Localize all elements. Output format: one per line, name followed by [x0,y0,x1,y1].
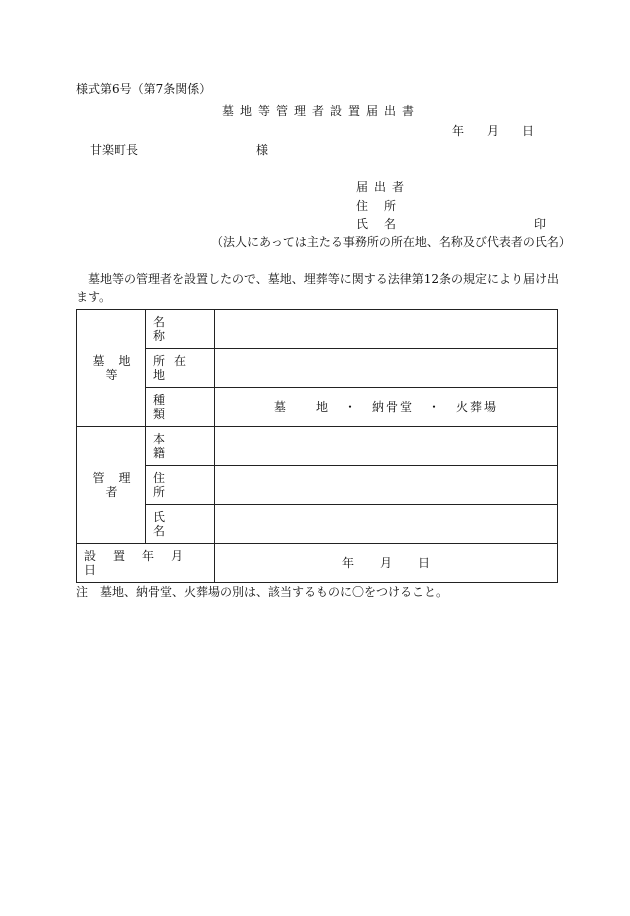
notifier-address-label: 住 所 [356,199,399,213]
type-options: 墓 地 ・ 納骨堂 ・ 火葬場 [273,400,498,414]
date-day: 日 [522,124,535,138]
form-number: 様式第6号（第7条関係） [76,82,212,96]
setup-date-day: 日 [418,556,431,570]
date-month: 月 [487,124,500,138]
setup-date-value-cell[interactable] [215,544,558,583]
type-value-cell[interactable] [215,388,558,427]
body-text: 墓地等の管理者を設置したので、墓地、埋葬等に関する法律第12条の規定により届け出ます。 [76,272,560,304]
setup-date-month: 月 [379,556,392,570]
cemetery-category-label: 墓地等 [92,354,145,382]
setup-date-label: 設置年月日 [84,549,201,577]
domicile-value-cell[interactable] [215,427,558,466]
name-value-cell[interactable] [215,310,558,349]
seal-mark: 印 [534,217,547,231]
domicile-label-cell [146,427,215,466]
manager-category-label: 管理者 [92,471,145,499]
notifier-label: 届出者 [356,180,411,194]
setup-date-label-cell [77,544,215,583]
manager-name-value-cell[interactable] [215,505,558,544]
date-year: 年 [452,124,465,138]
location-value-cell[interactable] [215,349,558,388]
domicile-label: 本籍 [153,432,198,460]
type-label-cell [146,388,215,427]
address-value-cell[interactable] [215,466,558,505]
corporate-note: （法人にあっては主たる事務所の所在地、名称及び代表者の氏名） [211,235,571,249]
setup-date-year: 年 [341,556,354,570]
location-label: 所在地 [153,354,196,382]
name-label-cell [146,310,215,349]
addressee-honorific: 様 [256,143,269,157]
manager-category [77,427,146,544]
manager-name-label-cell [146,505,215,544]
name-label: 名称 [153,315,198,343]
location-label-cell [146,349,215,388]
footnote: 注 墓地、納骨堂、火葬場の別は、該当するものに〇をつけること。 [76,585,449,599]
addressee-name: 甘楽町長 [90,143,139,157]
address-label: 住所 [153,471,198,499]
form-title: 墓地等管理者設置届出書 [222,104,421,118]
registration-table [76,309,558,583]
manager-name-label: 氏名 [153,510,198,538]
notifier-name-label: 氏 名 [356,217,399,231]
address-label-cell [146,466,215,505]
cemetery-category [77,310,146,427]
type-label: 種類 [153,393,198,421]
